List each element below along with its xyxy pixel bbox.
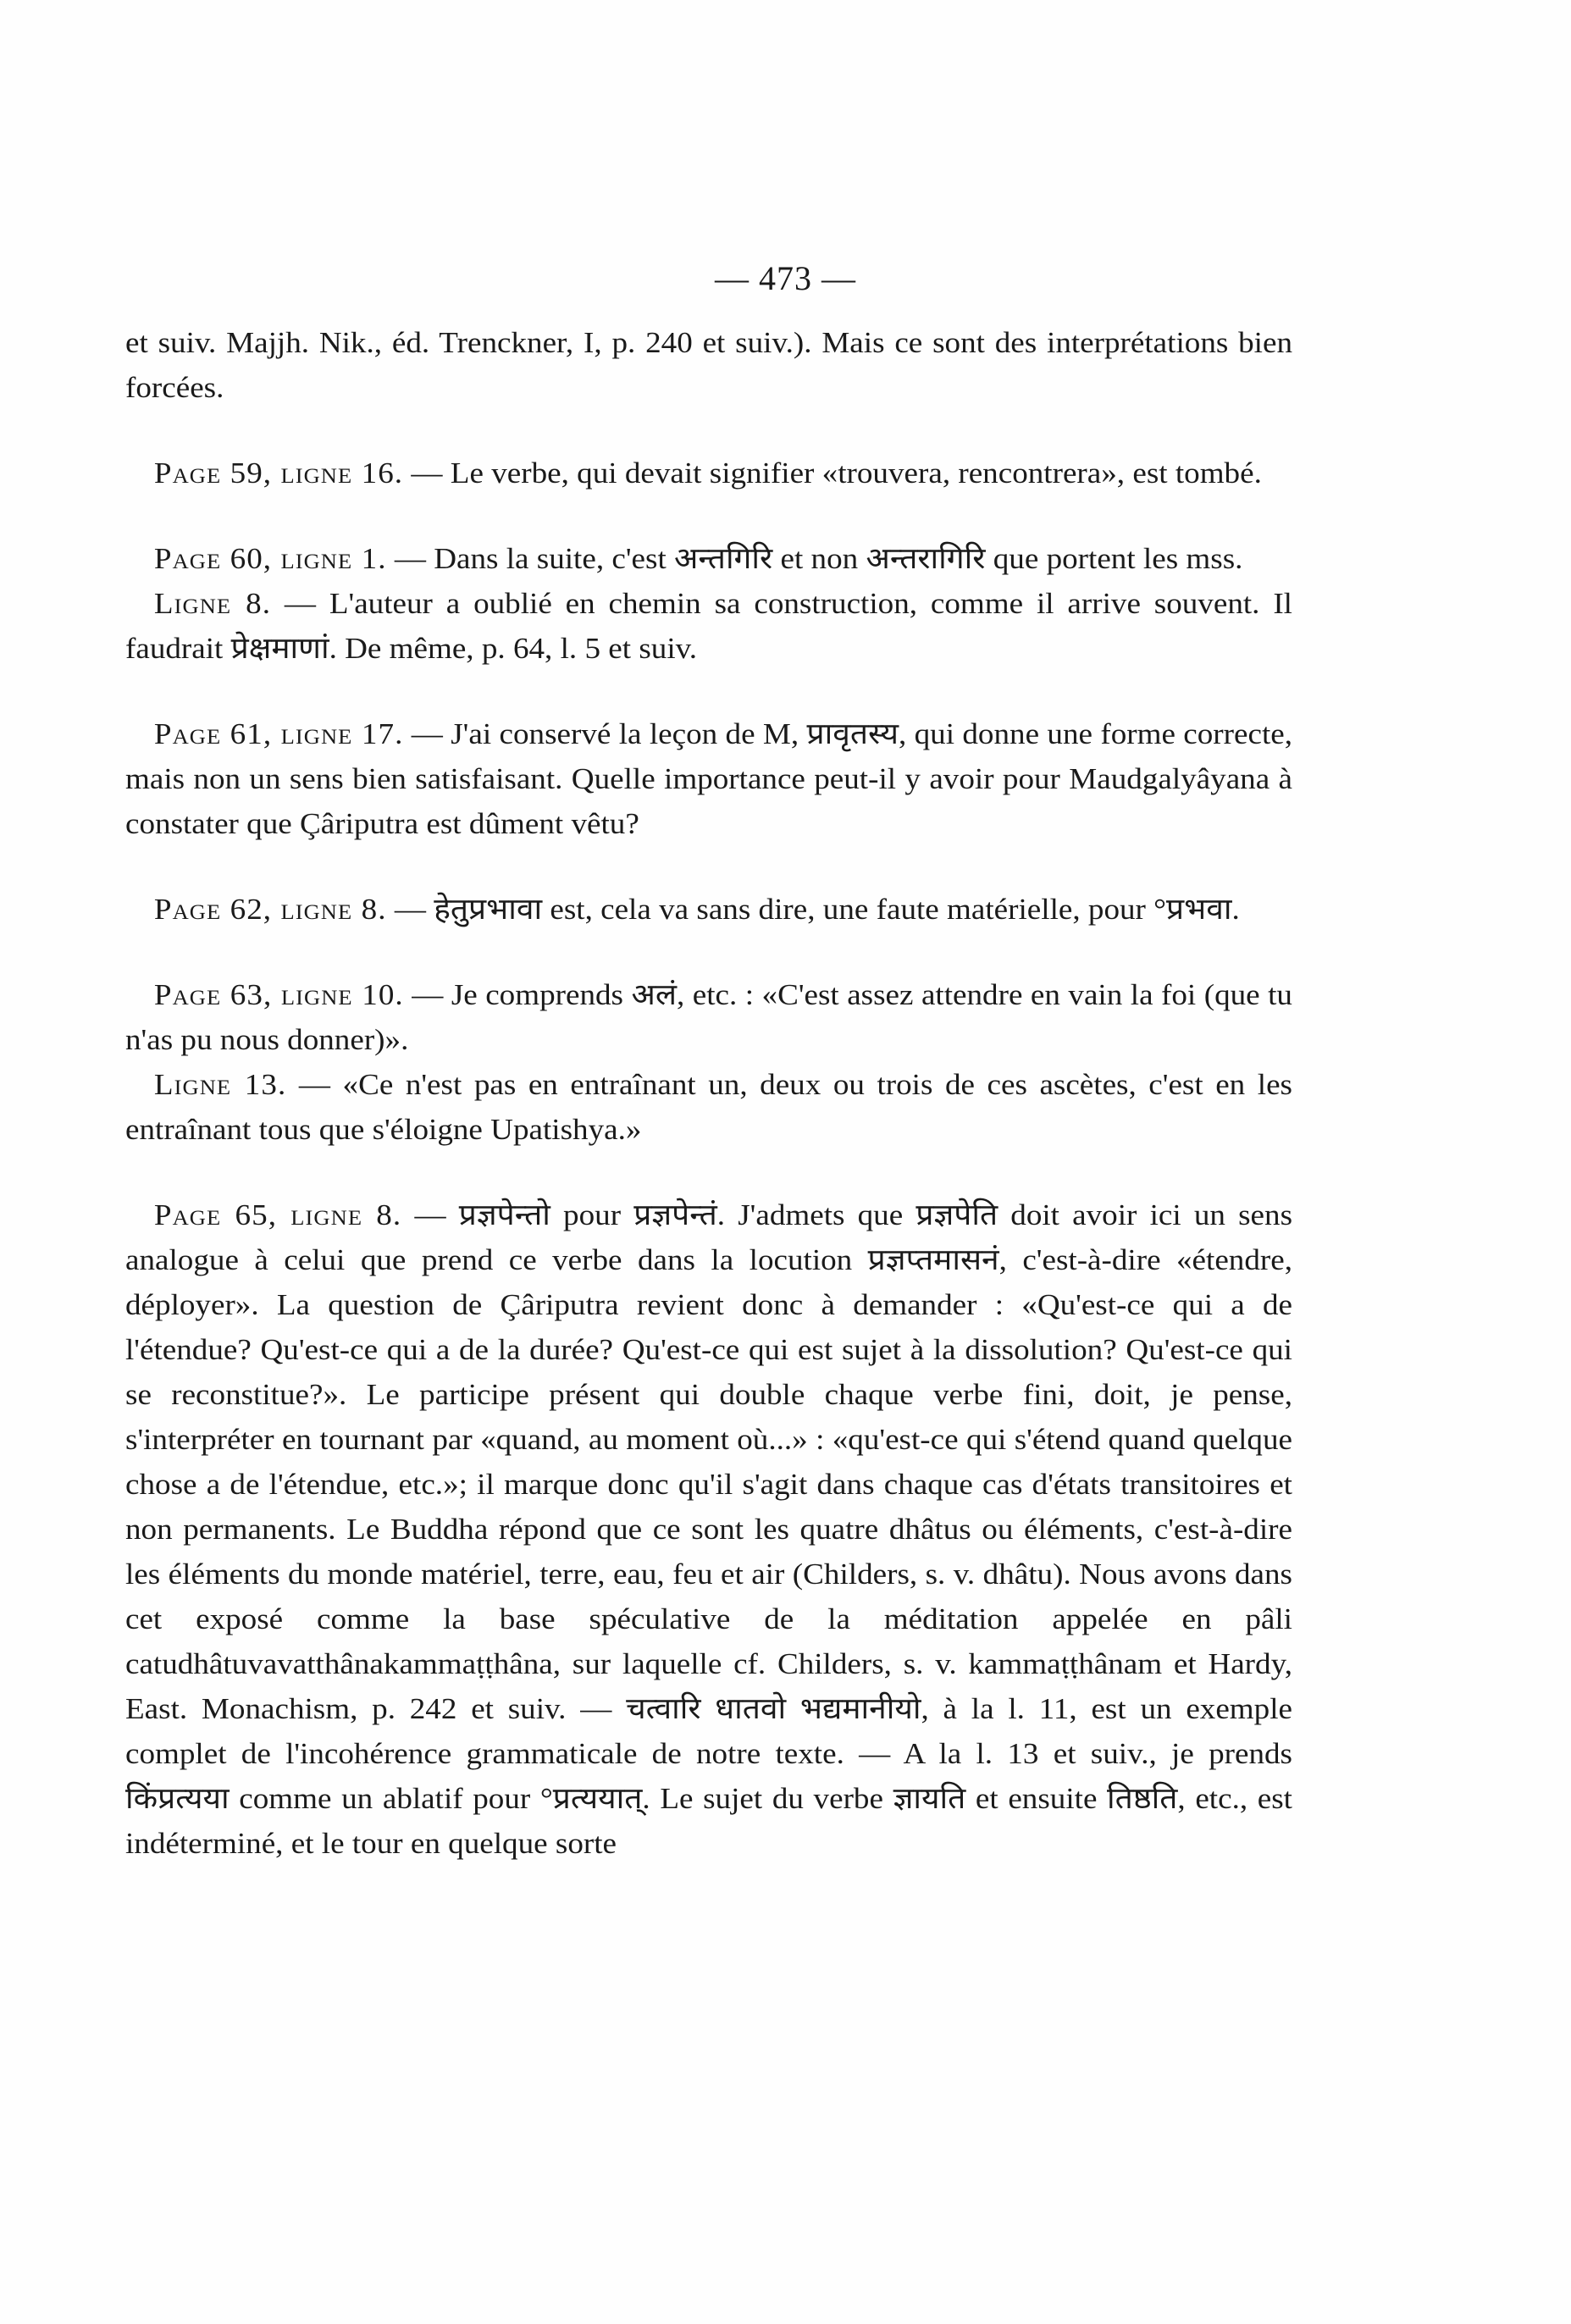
note-page-65 (125, 1192, 1292, 1866)
paragraph-continuation (125, 320, 1292, 410)
note-text: — «Ce n'est pas en entraînant un, deux ou trois de ces ascètes, c'est en les entraînant tous que s'éloigne Upatishya.» (125, 1068, 1292, 1146)
note-text: — J'ai conservé la leçon de M, प्रावृतस्य, qui donne une forme correcte, mais non un sens bien satisfaisant. Quelle importance peut-il y avoir pour Maudgalyâyana à constater que Çâriputra est dûment vêtu? (125, 717, 1292, 840)
paragraph-gap (125, 932, 1292, 972)
paragraph-gap (125, 846, 1292, 887)
paragraph-text: et suiv. Majjh. Nik., éd. Trenckner, I, p. 240 et suiv.). Mais ce sont des interprétations bien forcées. (125, 326, 1292, 404)
note-text: — हेतुप्रभावा est, cela va sans dire, une faute matérielle, pour °प्रभवा. (386, 893, 1240, 926)
note-label: Page 61, ligne 17. (153, 717, 404, 750)
paragraph-gap (125, 410, 1292, 451)
note-page-62 (125, 887, 1292, 932)
note-page-60 (125, 536, 1292, 581)
note-label: Ligne 13. (153, 1068, 287, 1101)
note-page-59 (125, 451, 1292, 495)
note-text: — Dans la suite, c'est अन्तगिरि et non अन्तरागिरि que portent les mss. (386, 542, 1243, 575)
note-label: Page 65, ligne 8. (153, 1198, 402, 1231)
note-text: — L'auteur a oublié en chemin sa construction, comme il arrive souvent. Il faudrait प्रेक्षमाणां. De même, p. 64, l. 5 et suiv. (125, 587, 1292, 665)
paragraph-gap (125, 671, 1292, 711)
note-page-61 (125, 711, 1292, 846)
paragraph-gap (125, 1152, 1292, 1192)
note-label: Page 63, ligne 10. (153, 978, 404, 1011)
note-page-60-ligne-8 (125, 581, 1292, 671)
paragraph-gap (125, 495, 1292, 536)
note-text: — Le verbe, qui devait signifier «trouvera, rencontrera», est tombé. (403, 456, 1262, 490)
note-label: Page 60, ligne 1. (153, 542, 387, 575)
text-column (125, 320, 1292, 1866)
page-number: — 473 — (715, 259, 856, 297)
note-label: Page 62, ligne 8. (153, 893, 387, 926)
note-text: — प्रज्ञपेन्तो pour प्रज्ञपेन्तं. J'admets que प्रज्ञपेति doit avoir ici un sens analogue à celui que prend ce verbe dans la locution प्रज्ञप्तमासनं, c'est-à-dire «étendre, déployer». La question de Çâriputra revient donc à demander : «Qu'est-ce qui a de l'étendue? Qu'est-ce qui a de la durée? Qu'est-ce qui est sujet à la dissolution? Qu'est-ce qui se reconstitue?». Le participe présent qui double chaque verbe fini, doit, je pense, s'interpréter en tournant par «quand, au moment où...» : «qu'est-ce qui s'étend quand quelque chose a de l'étendue, etc.»; il marque donc qu'il s'agit dans chaque cas d'états transitoires et non permanents. Le Buddha répond que ce sont les quatre dhâtus ou éléments, c'est-à-dire les éléments du monde matériel, terre, eau, feu et air (Childers, s. v. dhâtu). Nous avons dans cet exposé comme la base spéculative de la méditation appelée en pâli catudhâtuvavatthânakammaṭṭhâna, sur laquelle cf. Childers, s. v. kammaṭṭhânam et Hardy, East. Monachism, p. 242 et suiv. — चत्वारि धातवो भद्यमानीयो, à la l. 11, est un exemple complet de l'incohérence grammaticale de notre texte. — A la l. 13 et suiv., je prends किंप्रत्यया comme un ablatif pour °प्रत्ययात्. Le sujet du verbe ज्ञायति et ensuite तिष्ठति, etc., est indéterminé, et le tour en quelque sorte (125, 1198, 1293, 1860)
note-label: Ligne 8. (153, 587, 272, 620)
note-page-63 (125, 972, 1292, 1062)
note-page-63-ligne-13 (125, 1062, 1292, 1152)
note-label: Page 59, ligne 16. (153, 456, 404, 490)
note-text: — Je comprends अलं, etc. : «C'est assez attendre en vain la foi (que tu n'as pu nous donner)». (125, 978, 1292, 1056)
